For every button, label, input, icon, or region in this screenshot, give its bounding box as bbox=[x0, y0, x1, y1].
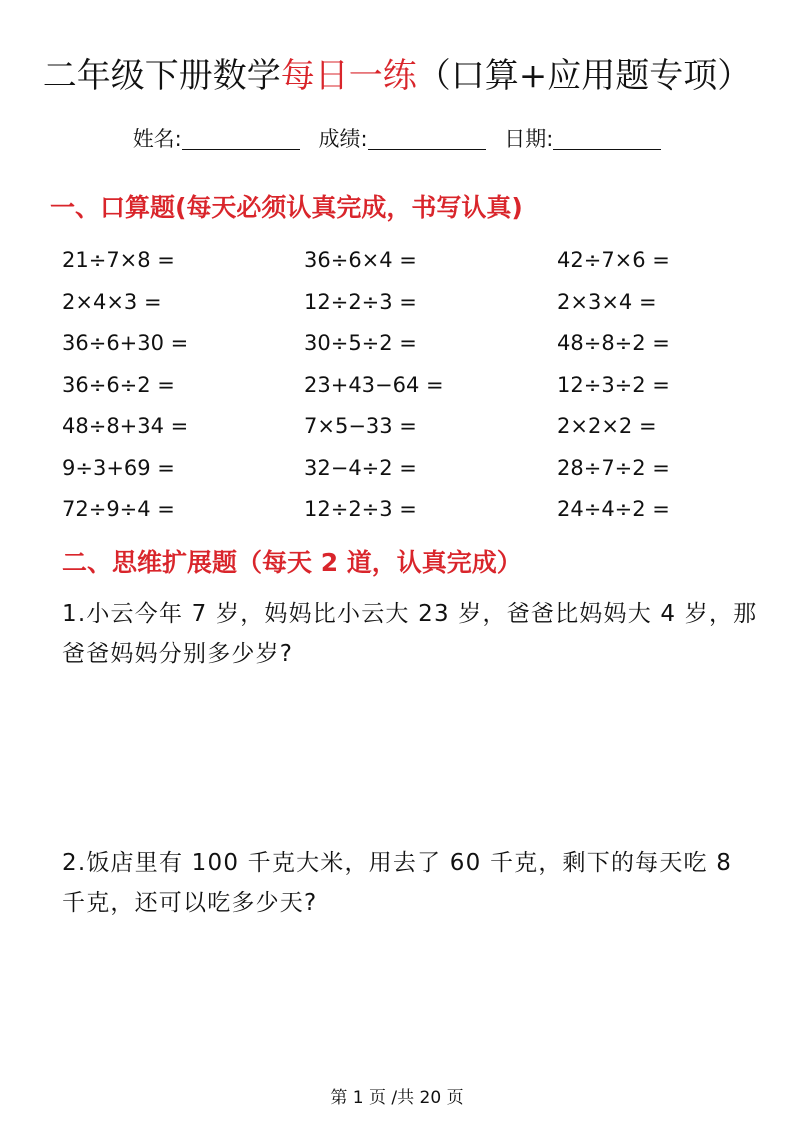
drill-item: 48÷8+34 = bbox=[62, 414, 189, 438]
title-topic: （口算+应用题专项） bbox=[416, 56, 752, 96]
word-problem-1: 1.小云今年 7 岁，妈妈比小云大 23 岁，爸爸比妈妈大 4 岁，那爸爸妈妈分别多少岁? bbox=[62, 601, 758, 667]
date-field bbox=[504, 124, 661, 154]
date-blank-line bbox=[553, 127, 661, 150]
name-field bbox=[133, 124, 300, 154]
drill-row bbox=[62, 448, 782, 490]
worksheet-title bbox=[0, 52, 794, 100]
score-label: 成绩: bbox=[318, 127, 368, 151]
oral-calc-grid bbox=[62, 240, 782, 531]
section-oral-calc-title: 一、口算题(每天必须认真完成，书写认真) bbox=[50, 193, 523, 222]
name-blank-line bbox=[182, 127, 300, 150]
drill-item: 42÷7×6 = bbox=[557, 248, 670, 272]
date-label: 日期: bbox=[504, 127, 554, 151]
score-field bbox=[318, 124, 485, 154]
drill-item: 30÷5÷2 = bbox=[304, 331, 417, 355]
title-grade-subject: 二年级下册数学 bbox=[42, 56, 281, 96]
drill-item: 12÷2÷3 = bbox=[304, 289, 417, 314]
page-number: 第 1 页 /共 20 页 bbox=[330, 1088, 464, 1108]
drill-item: 28÷7÷2 = bbox=[557, 455, 670, 480]
drill-item: 72÷9÷4 = bbox=[62, 497, 175, 521]
drill-item: 2×2×2 = bbox=[557, 414, 657, 438]
drill-item: 2×3×4 = bbox=[557, 289, 657, 314]
title-daily-practice: 每日一练 bbox=[280, 56, 417, 96]
name-label: 姓名: bbox=[132, 127, 182, 151]
drill-item: 12÷3÷2 = bbox=[557, 372, 670, 397]
drill-item: 21÷7×8 = bbox=[62, 248, 175, 272]
section-word-problems-title: 二、思维扩展题（每天 2 道，认真完成） bbox=[62, 548, 522, 577]
drill-item: 32−4÷2 = bbox=[304, 455, 417, 480]
drill-item: 24÷4÷2 = bbox=[557, 497, 670, 521]
drill-row bbox=[62, 323, 782, 365]
drill-item: 2×4×3 = bbox=[62, 289, 162, 314]
drill-row bbox=[62, 240, 782, 282]
drill-item: 36÷6+30 = bbox=[62, 331, 189, 355]
word-problem-2: 2.饭店里有 100 千克大米，用去了 60 千克，剩下的每天吃 8 千克，还可以吃多少天? bbox=[62, 850, 733, 916]
drill-item: 9÷3+69 = bbox=[62, 455, 175, 480]
drill-item: 36÷6×4 = bbox=[304, 248, 417, 272]
student-info-row bbox=[0, 124, 794, 154]
drill-item: 48÷8÷2 = bbox=[557, 331, 670, 355]
drill-row bbox=[62, 406, 782, 448]
drill-item: 7×5−33 = bbox=[304, 414, 417, 438]
drill-item: 23+43−64 = bbox=[304, 372, 444, 397]
score-blank-line bbox=[368, 127, 486, 150]
drill-item: 36÷6÷2 = bbox=[62, 372, 175, 397]
drill-row bbox=[62, 365, 782, 407]
drill-row bbox=[62, 489, 782, 531]
drill-item: 12÷2÷3 = bbox=[304, 497, 417, 521]
drill-row bbox=[62, 282, 782, 324]
